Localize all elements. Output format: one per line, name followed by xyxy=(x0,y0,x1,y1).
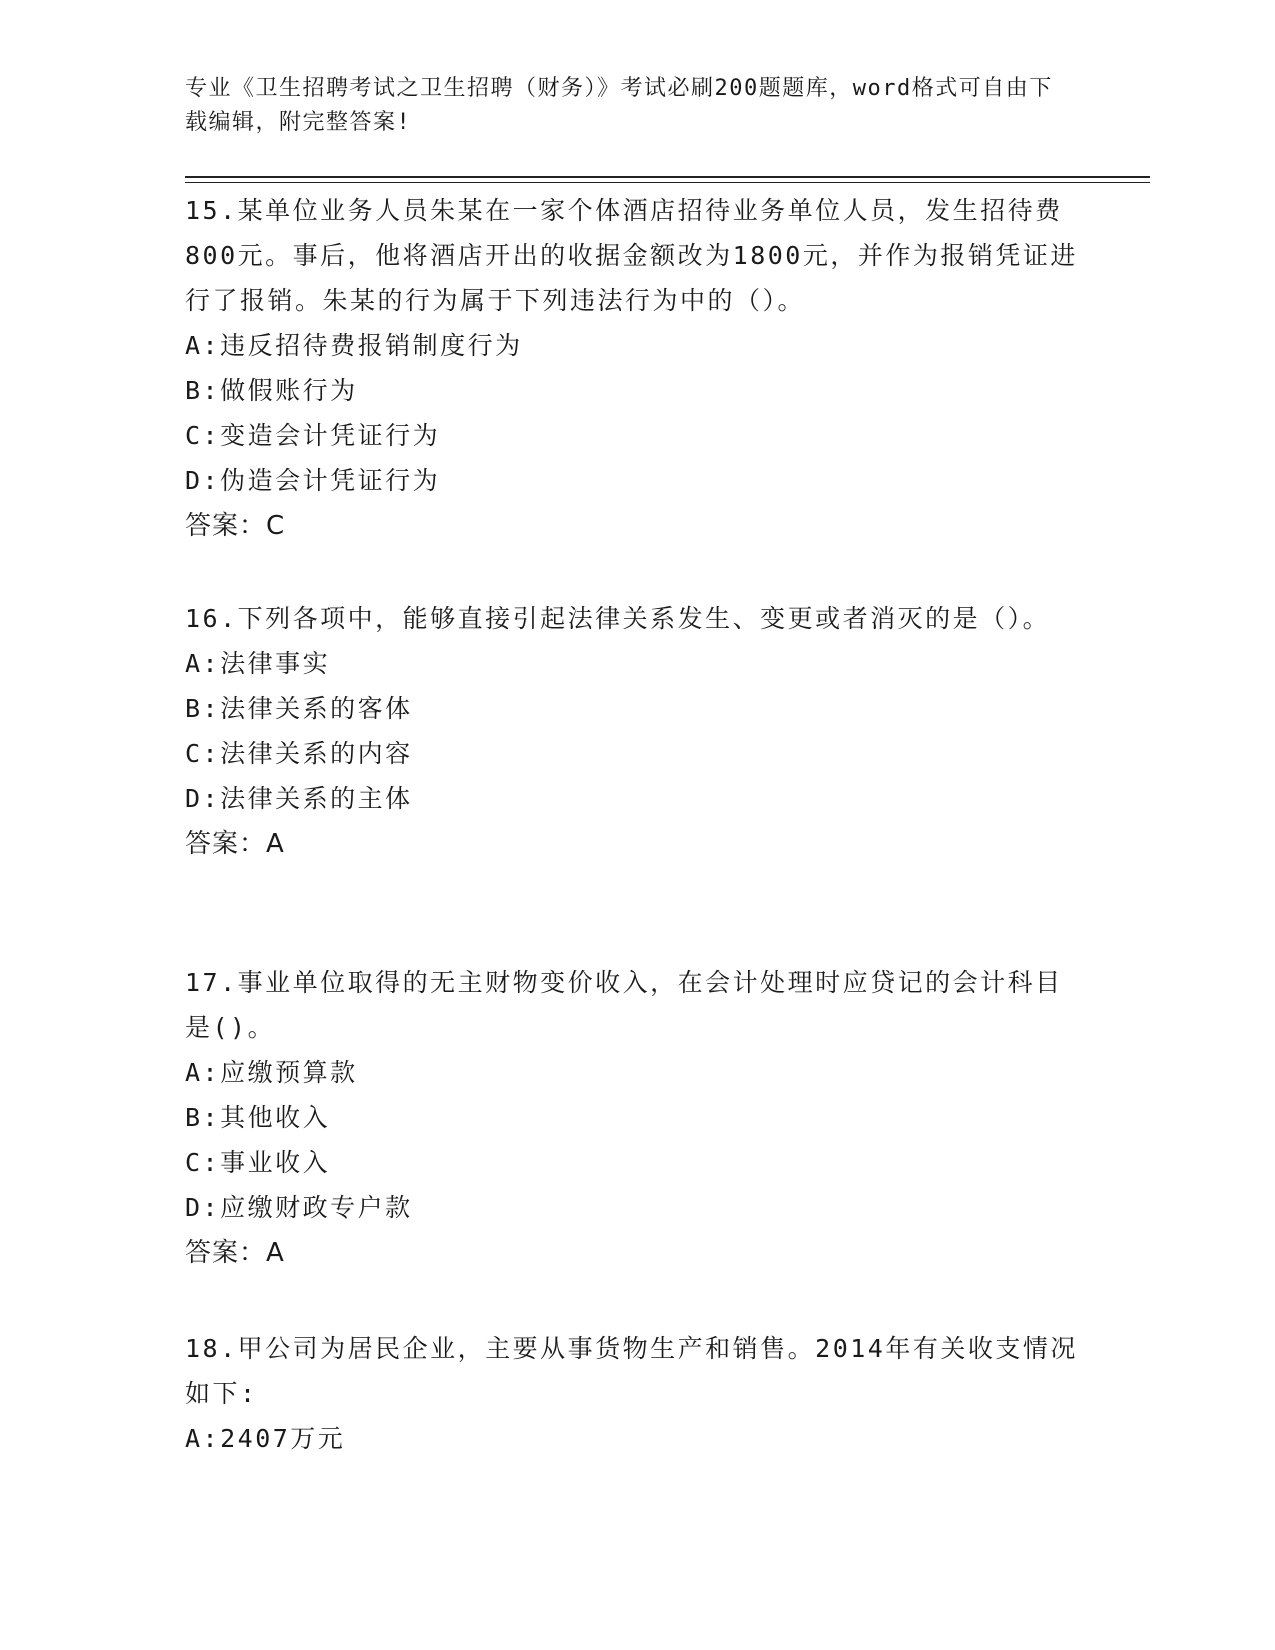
option-b: B:做假账行为 xyxy=(185,376,358,405)
question-stem: 17.事业单位取得的无主财物变价收入，在会计处理时应贷记的会计科目是()。 xyxy=(185,968,1063,1042)
header-divider-thin xyxy=(185,182,1150,183)
option-a: A:2407万元 xyxy=(185,1424,346,1453)
header-divider-thick xyxy=(185,176,1150,178)
option-c: C:变造会计凭证行为 xyxy=(185,421,441,450)
option-b: B:法律关系的客体 xyxy=(185,694,413,723)
question-18 xyxy=(185,1326,1085,1461)
question-16 xyxy=(185,596,1085,867)
option-d: D:应缴财政专户款 xyxy=(185,1193,413,1222)
option-a: A:应缴预算款 xyxy=(185,1058,358,1087)
answer: 答案：A xyxy=(185,829,285,859)
question-stem: 16.下列各项中，能够直接引起法律关系发生、变更或者消灭的是（）。 xyxy=(185,604,1051,633)
option-a: A:法律事实 xyxy=(185,649,331,678)
question-17 xyxy=(185,960,1085,1276)
answer: 答案：A xyxy=(185,1238,285,1268)
question-stem: 15.某单位业务人员朱某在一家个体酒店招待业务单位人员，发生招待费800元。事后，他将酒店开出的收据金额改为1800元，并作为报销凭证进行了报销。朱某的行为属于下列违法行为中的（）。 xyxy=(185,196,1078,315)
option-c: C:事业收入 xyxy=(185,1148,331,1177)
question-15 xyxy=(185,188,1085,549)
answer: 答案：C xyxy=(185,511,286,541)
option-b: B:其他收入 xyxy=(185,1103,331,1132)
option-c: C:法律关系的内容 xyxy=(185,739,413,768)
option-a: A:违反招待费报销制度行为 xyxy=(185,331,523,360)
question-stem: 18.甲公司为居民企业，主要从事货物生产和销售。2014年有关收支情况如下: xyxy=(185,1334,1078,1408)
option-d: D:伪造会计凭证行为 xyxy=(185,466,441,495)
option-d: D:法律关系的主体 xyxy=(185,784,413,813)
document-header: 专业《卫生招聘考试之卫生招聘（财务）》考试必刷200题题库，word格式可自由下载编辑，附完整答案! xyxy=(185,76,1053,135)
